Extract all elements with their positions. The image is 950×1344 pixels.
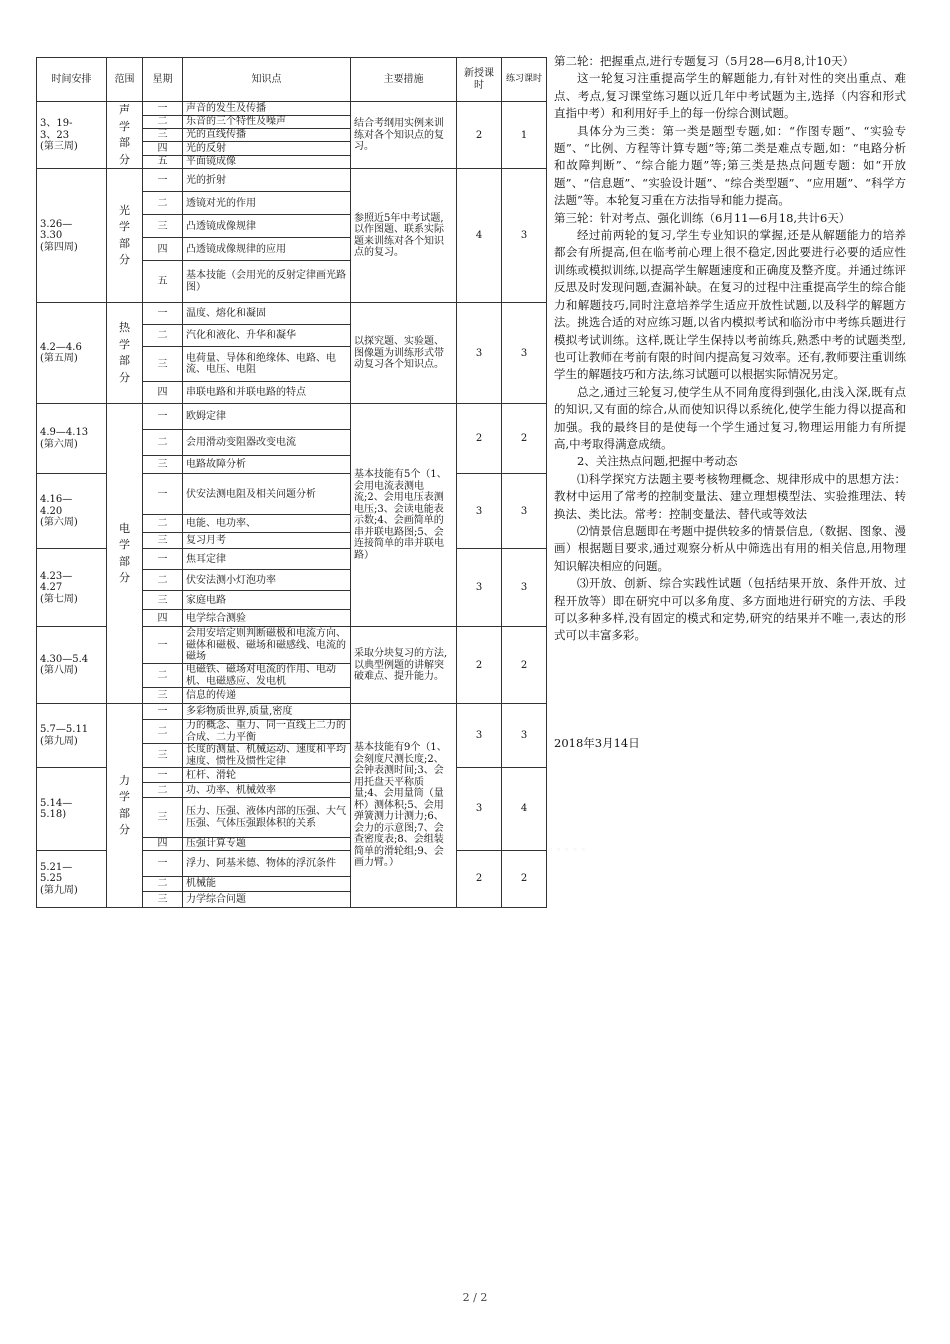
weekday-cell: 二 <box>143 115 183 128</box>
header-new: 新授课时 <box>457 58 502 102</box>
weekday-cell: 一 <box>143 768 183 783</box>
knowledge-point-cell: 会用滑动变阻器改变电流 <box>183 430 351 456</box>
knowledge-point-cell: 透镜对光的作用 <box>183 192 351 215</box>
time-cell: 4.30—5.4 (第八周) <box>37 627 107 704</box>
weekday-cell: 五 <box>143 261 183 303</box>
time-cell: 3、19- 3、23 (第三周) <box>37 102 107 169</box>
hotspot-item-1: ⑴科学探究方法题主要考核物理概念、规律形成中的思想方法：教材中运用了常考的控制变量法、建立理想模型法、实验推理法、转换法、类比法。常考：控制变量法、替代或等效法 <box>554 471 906 521</box>
measure-cell: 参照近5年中考试题,以作图题、联系实际题来训练对各个知识点的复习。 <box>351 169 457 303</box>
practice-hours-cell: 3 <box>502 704 547 768</box>
knowledge-point-cell: 力学综合问题 <box>183 891 351 907</box>
knowledge-point-cell: 多彩物质世界,质量,密度 <box>183 704 351 720</box>
weekday-cell: 一 <box>143 303 183 325</box>
time-cell: 3.26— 3.30 (第四周) <box>37 169 107 303</box>
table-row <box>37 169 547 192</box>
knowledge-point-cell: 焦耳定律 <box>183 549 351 570</box>
knowledge-point-cell: 压力、压强、液体内部的压强、大气压强、气体压强跟体积的关系 <box>183 798 351 838</box>
scope-label: 电学部分 <box>119 521 130 585</box>
practice-hours-cell: 4 <box>502 768 547 851</box>
hotspot-item-3: ⑶开放、创新、综合实践性试题（包括结果开放、条件开放、过程开放等）即在研究中可以多角度、多方面地进行研究的方法、手段可以多种多样,没有固定的模式和定势,研究的结果并不唯一,表达的形式可以丰富多彩。 <box>554 576 906 643</box>
knowledge-point-cell: 电路故障分析 <box>183 456 351 474</box>
weekday-cell: 二 <box>143 876 183 891</box>
scope-cell <box>107 704 143 908</box>
header-time: 时间安排 <box>37 58 107 102</box>
table-row <box>37 102 547 115</box>
practice-hours-cell: 3 <box>502 549 547 627</box>
knowledge-point-cell: 杠杆、滑轮 <box>183 768 351 783</box>
measure-cell: 结合考纲用实例来训练对各个知识点的复习。 <box>351 102 457 169</box>
weekday-cell: 二 <box>143 325 183 347</box>
header-practice: 练习课时 <box>502 58 547 102</box>
weekday-cell: 三 <box>143 347 183 382</box>
summary-paragraph: 总之,通过三轮复习,使学生从不同角度得到强化,由浅入深,既有点的知识,又有面的综合,从而使知识得以系统化,使学生能力得以提高和加强。我的最终目的是使每一个学生通过复习,物理运用能力有所提高,中考取得满意成绩。 <box>554 384 906 451</box>
scope-label: 热学部分 <box>119 321 130 384</box>
practice-hours-cell: 2 <box>502 627 547 704</box>
knowledge-point-cell: 平面镜成像 <box>183 155 351 168</box>
knowledge-point-cell: 光的反射 <box>183 142 351 155</box>
scope-label: 光学部分 <box>119 203 130 267</box>
time-cell: 4.2—4.6 (第五周) <box>37 303 107 404</box>
knowledge-point-cell: 声音的发生及传播 <box>183 102 351 115</box>
new-hours-cell: 2 <box>457 404 502 474</box>
round2-heading: 第二轮：把握重点,进行专题复习（5月28—6月8,计10天） <box>554 54 855 68</box>
knowledge-point-cell: 光的直线传播 <box>183 129 351 142</box>
knowledge-point-cell: 浮力、阿基米德、物体的浮沉条件 <box>183 850 351 876</box>
weekday-cell: 三 <box>143 591 183 610</box>
practice-hours-cell: 2 <box>502 850 547 907</box>
knowledge-point-cell: 复习月考 <box>183 533 351 549</box>
new-hours-cell: 2 <box>457 102 502 169</box>
right-column <box>554 53 906 752</box>
knowledge-point-cell: 基本技能（会用光的反射定律画光路图） <box>183 261 351 303</box>
weekday-cell: 三 <box>143 744 183 768</box>
scope-label: 力学部分 <box>119 773 130 837</box>
new-hours-cell: 3 <box>457 303 502 404</box>
weekday-cell: 一 <box>143 549 183 570</box>
weekday-cell: 二 <box>143 783 183 798</box>
new-hours-cell: 3 <box>457 704 502 768</box>
knowledge-point-cell: 力的概念、重力、同一直线上二力的合成、二力平衡 <box>183 720 351 744</box>
table-header-row <box>37 58 547 102</box>
weekday-cell: 四 <box>143 142 183 155</box>
practice-hours-cell: 3 <box>502 303 547 404</box>
weekday-cell: 三 <box>143 891 183 907</box>
time-cell: 4.9—4.13 (第六周) <box>37 404 107 474</box>
header-scope: 范围 <box>107 58 143 102</box>
practice-hours-cell: 3 <box>502 169 547 303</box>
measure-cell: 基本技能有5个（1、会用电流表测电流;2、会用电压表测电压;3、会读电能表示数;4、会画简单的串并联电路图;5、会连接简单的串并联电路） <box>351 404 457 627</box>
table-row <box>37 404 547 430</box>
weekday-cell: 三 <box>143 215 183 238</box>
measure-cell: 以探究题、实验题、图像题为训练形式带动复习各个知识点。 <box>351 303 457 404</box>
knowledge-point-cell: 光的折射 <box>183 169 351 192</box>
document-date: 2018年3月14日 <box>554 735 640 750</box>
measure-cell: 采取分块复习的方法,以典型例题的讲解突破难点、提升能力。 <box>351 627 457 704</box>
new-hours-cell: 3 <box>457 549 502 627</box>
knowledge-point-cell: 凸透镜成像规律的应用 <box>183 238 351 261</box>
weekday-cell: 一 <box>143 169 183 192</box>
page-number: 2 / 2 <box>462 1291 488 1304</box>
knowledge-point-cell: 伏安法测小灯泡功率 <box>183 570 351 591</box>
hotspot-heading: 2、关注热点问题,把握中考动态 <box>577 454 738 469</box>
scope-cell <box>107 303 143 404</box>
time-cell: 4.16— 4.20 (第六周) <box>37 474 107 549</box>
weekday-cell: 一 <box>143 102 183 115</box>
knowledge-point-cell: 电磁铁、磁场对电流的作用、电动机、电磁感应、发电机 <box>183 664 351 688</box>
time-cell: 5.14— 5.18) <box>37 768 107 851</box>
header-week: 星期 <box>143 58 183 102</box>
knowledge-point-cell: 凸透镜成像规律 <box>183 215 351 238</box>
weekday-cell: 二 <box>143 664 183 688</box>
knowledge-point-cell: 会用安培定则判断磁极和电流方向、磁体和磁极、磁场和磁感线、电流的磁场 <box>183 627 351 664</box>
knowledge-point-cell: 功、功率、机械效率 <box>183 783 351 798</box>
practice-hours-cell: 1 <box>502 102 547 169</box>
faint-watermark: ◦ ◦ ◦ ◦ ◦ <box>548 846 586 856</box>
knowledge-point-cell: 乐音的三个特性及噪声 <box>183 115 351 128</box>
weekday-cell: 三 <box>143 456 183 474</box>
weekday-cell: 四 <box>143 382 183 404</box>
new-hours-cell: 4 <box>457 169 502 303</box>
knowledge-point-cell: 机械能 <box>183 876 351 891</box>
knowledge-point-cell: 伏安法测电阻及相关问题分析 <box>183 474 351 515</box>
weekday-cell: 一 <box>143 627 183 664</box>
scope-cell <box>107 404 143 704</box>
time-cell: 4.23— 4.27 (第七周) <box>37 549 107 627</box>
weekday-cell: 一 <box>143 404 183 430</box>
knowledge-point-cell: 温度、熔化和凝固 <box>183 303 351 325</box>
weekday-cell: 三 <box>143 533 183 549</box>
weekday-cell: 四 <box>143 610 183 627</box>
new-hours-cell: 3 <box>457 768 502 851</box>
scope-label: 声学部分 <box>119 103 130 166</box>
table-row <box>37 704 547 720</box>
header-measure: 主要措施 <box>351 58 457 102</box>
schedule-table <box>36 57 547 908</box>
time-cell: 5.7—5.11 (第九周) <box>37 704 107 768</box>
new-hours-cell: 3 <box>457 474 502 549</box>
weekday-cell: 二 <box>143 430 183 456</box>
knowledge-point-cell: 信息的传递 <box>183 688 351 704</box>
weekday-cell: 一 <box>143 474 183 515</box>
table-row <box>37 303 547 325</box>
weekday-cell: 一 <box>143 704 183 720</box>
header-point: 知识点 <box>183 58 351 102</box>
weekday-cell: 二 <box>143 515 183 533</box>
knowledge-point-cell: 串联电路和并联电路的特点 <box>183 382 351 404</box>
weekday-cell: 二 <box>143 192 183 215</box>
practice-hours-cell: 2 <box>502 404 547 474</box>
hotspot-item-2: ⑵情景信息题即在考题中提供较多的情景信息,（数据、图象、漫画）根据题目要求,通过观察分析从中筛选出有用的相关信息,用物理知识解决相应的问题。 <box>554 523 906 573</box>
knowledge-point-cell: 电能、电功率、 <box>183 515 351 533</box>
weekday-cell: 一 <box>143 850 183 876</box>
knowledge-point-cell: 家庭电路 <box>183 591 351 610</box>
new-hours-cell: 2 <box>457 850 502 907</box>
round2-desc: 这一轮复习注重提高学生的解题能力,有针对性的突出重点、难点、考点,复习课堂练习题以近几年中考试题为主,选择（内容和形式直指中考）和利用好手上的每一份综合测试题。 <box>554 71 906 121</box>
knowledge-point-cell: 压强计算专题 <box>183 838 351 851</box>
weekday-cell: 四 <box>143 838 183 851</box>
round2-types: 具体分为三类：第一类是题型专题,如：“作图专题”、“实验专题”、“比例、方程等计算专题”等;第二类是难点专题,如：“电路分析和故障判断”、“综合能力题”等;第三类是热点问题专题：如“开放题”、“信息题”、“实验设计题”、“综合类型题”、“应用题”、“科学方法题”等。本轮复习重在方法指导和能力提高。 <box>554 123 906 208</box>
weekday-cell: 三 <box>143 129 183 142</box>
practice-hours-cell: 3 <box>502 474 547 549</box>
weekday-cell: 五 <box>143 155 183 168</box>
time-cell: 5.21— 5.25 (第九周) <box>37 850 107 907</box>
knowledge-point-cell: 汽化和液化、升华和凝华 <box>183 325 351 347</box>
knowledge-point-cell: 电荷量、导体和绝缘体、电路、电流、电压、电阻 <box>183 347 351 382</box>
weekday-cell: 二 <box>143 570 183 591</box>
round3-heading: 第三轮：针对考点、强化训练（6月11—6月18,共计6天） <box>554 210 851 225</box>
weekday-cell: 二 <box>143 720 183 744</box>
scope-cell <box>107 169 143 303</box>
measure-cell: 基本技能有9个（1、会刻度尺测长度;2、会钟表测时间;3、会用托盘天平称质量;4、会用量筒（量杯）测体积;5、会用弹簧测力计测力;6、会力的示意图;7、会查密度表;8、会组装简单的滑轮组;9、会画力臂。） <box>351 704 457 908</box>
new-hours-cell: 2 <box>457 627 502 704</box>
round3-desc: 经过前两轮的复习,学生专业知识的掌握,还是从解题能力的培养都会有所提高,但在临考前心理上很不稳定,因此要进行必要的适应性训练或模拟训练,以提高学生解题速度和正确度及整齐度。并通过练评反思及时发现问题,查漏补缺。在复习的过程中注重提高学生的综合能力和解题技巧,同时注意培养学生适应开放性试题,以及科学的解题方法。挑选合适的对应练习题,以省内模拟考试和临汾市中考练兵题进行模拟考试训练。这样,既让学生保持以考前练兵,熟悉中考的试题类型,也可让教师在考前有限的时间内提高复习效率。还有,教师要注重训练学生的解题技巧和方法,练习试题可以根据实际情况另定。 <box>554 228 906 382</box>
scope-cell <box>107 102 143 169</box>
knowledge-point-cell: 欧姆定律 <box>183 404 351 430</box>
knowledge-point-cell: 长度的测量、机械运动、速度和平均速度、惯性及惯性定律 <box>183 744 351 768</box>
weekday-cell: 四 <box>143 238 183 261</box>
knowledge-point-cell: 电学综合测验 <box>183 610 351 627</box>
weekday-cell: 三 <box>143 688 183 704</box>
weekday-cell: 三 <box>143 798 183 838</box>
